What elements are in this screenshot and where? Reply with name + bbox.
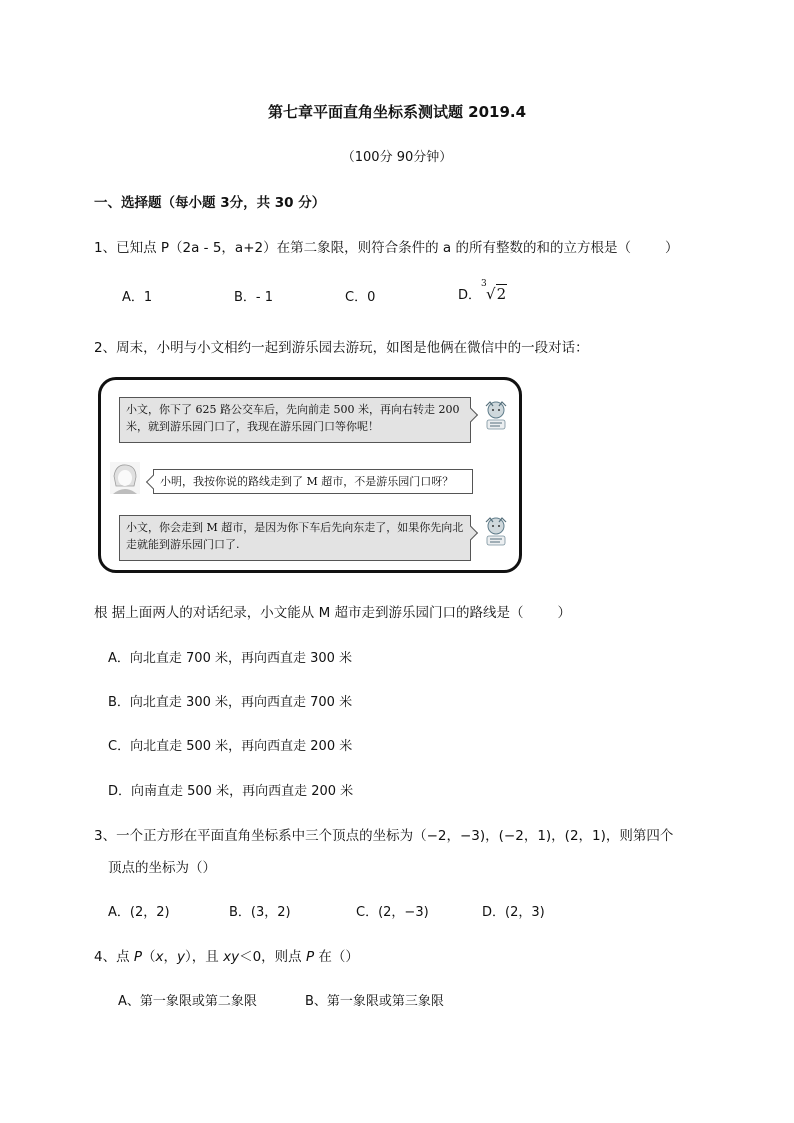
- q3-option-b: B．(3，2): [229, 905, 291, 920]
- q4-var-xy: xy: [223, 949, 240, 965]
- avatar-xiaowen-icon: [110, 462, 140, 494]
- q2-option-a: A．向北直走 700 米，再向西直走 300 米: [108, 651, 353, 666]
- q2-option-c: C．向北直走 500 米，再向西直走 200 米: [108, 739, 353, 754]
- chat-message-1: 小文，你下了 625 路公交车后，先向前走 500 米，再向右转走 200 米，就到游乐园门口了，我现在游乐园门口等你呢！: [126, 403, 460, 433]
- chat-bubble-2: [153, 469, 473, 494]
- root-radicand: 2: [496, 285, 507, 303]
- question-2-close: ）: [557, 605, 572, 621]
- chat-bubble-3: [119, 515, 471, 561]
- question-3-line-1: 3、一个正方形在平面直角坐标系中三个顶点的坐标为（−2，−3)，(−2，1)，(2，1)，则第四个: [94, 828, 674, 844]
- question-3-line-2: 顶点的坐标为（）: [108, 860, 216, 876]
- question-1-close: ）: [664, 240, 679, 256]
- cube-root-expression: 3 √2: [481, 279, 507, 303]
- question-2-followup: [94, 601, 571, 621]
- q2-option-d: D．向南直走 500 米，再向西直走 200 米: [108, 784, 354, 799]
- q4-option-b: B、第一象限或第三象限: [305, 994, 444, 1009]
- q4-var-x: x: [155, 949, 164, 965]
- q4-text-3: ，: [163, 949, 178, 965]
- question-2-follow-text: 根 据上面两人的对话纪录，小文能从 M 超市走到游乐园门口的路线是（: [94, 605, 524, 621]
- avatar-xiaoming-icon: [481, 400, 511, 432]
- q2-option-b: B．向北直走 300 米，再向西直走 700 米: [108, 695, 353, 710]
- q4-point-p-2: P: [305, 949, 315, 965]
- chat-dialog-box: [98, 377, 522, 573]
- q1-option-d: [458, 279, 507, 303]
- question-1-stem: 1、已知点 P（2a - 5，a+2）在第二象限，则符合条件的 a 的所有整数的和的立方根是（: [94, 240, 631, 256]
- question-4-stem: [94, 945, 359, 965]
- q4-option-a: A、第一象限或第二象限: [118, 994, 257, 1009]
- q1-option-d-label: D．: [458, 288, 482, 303]
- q3-option-a: A．(2，2): [108, 905, 170, 920]
- exam-info: （100分 90分钟）: [341, 150, 453, 165]
- avatar-xiaoming-icon-2: [481, 516, 511, 548]
- section-heading: 一、选择题（每小题 3分，共 30 分）: [94, 195, 326, 211]
- q4-text-2: （: [142, 949, 156, 965]
- q1-option-b: B．- 1: [234, 290, 274, 305]
- q4-text-4: ），且: [185, 949, 224, 965]
- q3-option-c: C．(2，−3): [356, 905, 429, 920]
- page-title: 第七章平面直角坐标系测试题 2019.4: [267, 103, 527, 121]
- chat-message-2: 小明，我按你说的路线走到了 M 超市，不是游乐园门口呀？: [160, 475, 454, 488]
- chat-bubble-1: [119, 397, 471, 443]
- chat-message-3: 小文，你会走到 M 超市，是因为你下车后先向东走了，如果你先向北走就能到游乐园门口了.: [126, 521, 464, 551]
- question-2-stem: 2、周末，小明与小文相约一起到游乐园去游玩，如图是他俩在微信中的一段对话：: [94, 340, 589, 356]
- root-index: 3: [481, 279, 487, 289]
- q1-option-a: A．1: [122, 290, 153, 305]
- q4-text-5: ＜0，则点: [239, 949, 306, 965]
- question-1: [94, 236, 678, 256]
- q3-option-d: D．(2，3): [482, 905, 545, 920]
- q4-text-1: 4、点: [94, 949, 134, 965]
- q4-point-p: P: [133, 949, 143, 965]
- q4-var-y: y: [177, 949, 186, 965]
- q4-text-6: 在（）: [314, 949, 359, 965]
- q1-option-c: C．0: [345, 290, 376, 305]
